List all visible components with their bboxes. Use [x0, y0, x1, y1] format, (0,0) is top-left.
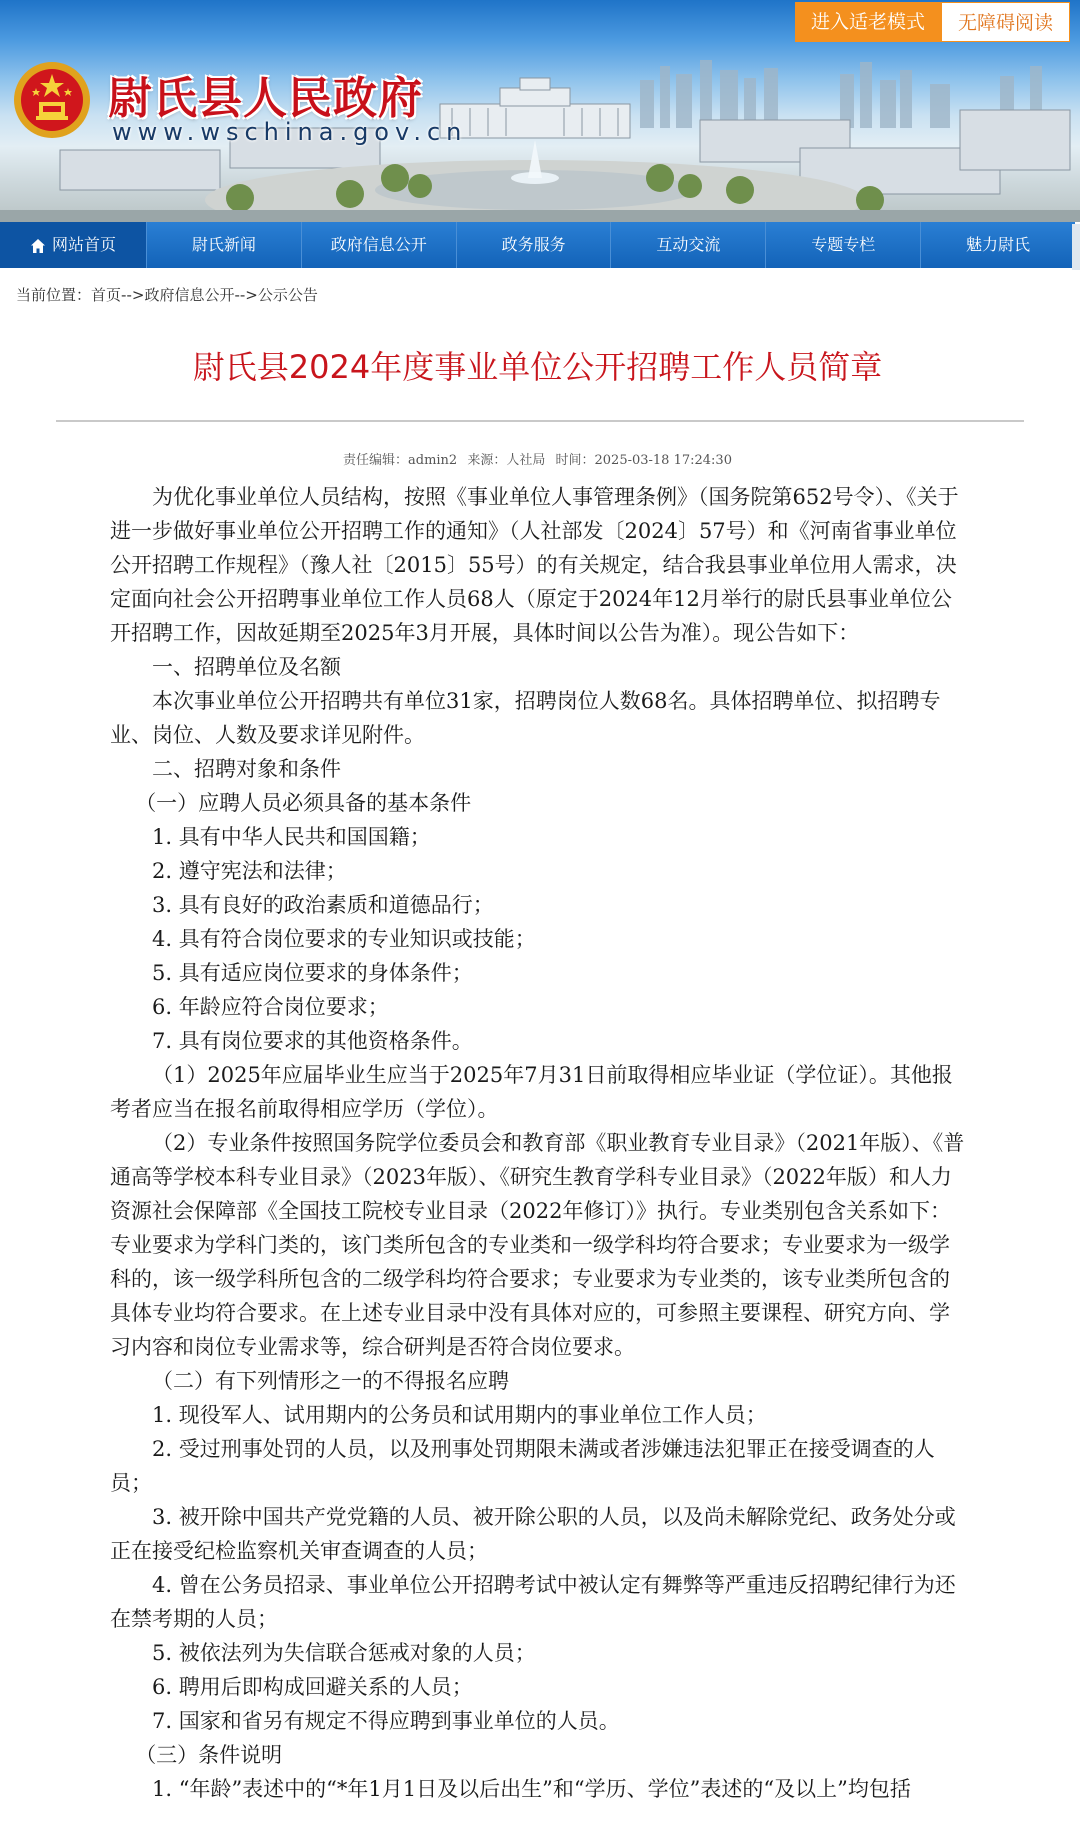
elder-mode-button[interactable]: 进入适老模式: [795, 2, 941, 42]
nav-item-interaction[interactable]: 互动交流: [611, 222, 766, 268]
paragraph-intro: 为优化事业单位人员结构，按照《事业单位人事管理条例》（国务院第652号令）、《关于进一步做好事业单位公开招聘工作的通知》（人社部发〔2024〕57号）和《河南省事业单位公开招聘工作规程》（豫人社〔2015〕55号）的有关规定，结合我县事业单位用人需求，决定面向社会公开招聘事业单位工作人员68人（原定于2024年12月举行的尉氏县事业单位公开招聘工作，因故延期至2025年3月开展，具体时间以公告为准）。现公告如下：: [110, 485, 959, 645]
list-item: 6. 年龄应符合岗位要求；: [152, 995, 389, 1019]
list-item: 5. 具有适应岗位要求的身体条件；: [152, 961, 473, 985]
list-item: 6. 聘用后即构成回避关系的人员；: [152, 1675, 473, 1699]
breadcrumb-notice-link[interactable]: 公示公告: [257, 286, 318, 304]
breadcrumb-home-link[interactable]: 首页: [91, 286, 122, 304]
breadcrumb-separator: -->: [234, 286, 258, 304]
paragraph: （1）2025年应届毕业生应当于2025年7月31日前取得相应毕业证（学位证）。其他报考者应当在报名前取得相应学历（学位）。: [110, 1063, 953, 1121]
nav-item-charm[interactable]: 魅力尉氏: [966, 235, 1031, 254]
site-url: www.wschina.gov.cn: [112, 118, 468, 146]
meta-editor: 责任编辑：admin2: [343, 453, 458, 468]
nav-item-topics[interactable]: 专题专栏: [766, 222, 921, 268]
article-title: 尉氏县2024年度事业单位公开招聘工作人员简章: [192, 348, 883, 386]
list-item: 7. 具有岗位要求的其他资格条件。: [152, 1029, 473, 1053]
subsection-heading: （一）应聘人员必须具备的基本条件: [135, 791, 472, 815]
mode-buttons: [795, 2, 1070, 42]
meta-source: 来源：人社局: [467, 453, 546, 468]
national-emblem-icon: [12, 60, 92, 140]
main-nav: [0, 222, 1075, 268]
site-title: 尉氏县人民政府: [108, 73, 423, 124]
nav-item-news[interactable]: 尉氏新闻: [147, 222, 302, 268]
list-item: 2. 遵守宪法和法律；: [152, 859, 347, 883]
nav-item-services[interactable]: 政务服务: [457, 222, 612, 268]
nav-item-label: 网站首页: [51, 235, 116, 254]
nav-item-home[interactable]: [0, 222, 147, 268]
home-icon: [30, 238, 46, 254]
list-item: 7. 国家和省另有规定不得应聘到事业单位的人员。: [152, 1709, 620, 1733]
subsection-heading: （三）条件说明: [135, 1743, 283, 1767]
list-item: 1. “年龄”表述中的“*年1月1日及以后出生”和“学历、学位”表述的“及以上”均包括: [152, 1777, 911, 1801]
breadcrumb-prefix: 当前位置：: [16, 286, 92, 304]
list-item: 1. 具有中华人民共和国国籍；: [152, 825, 431, 849]
title-divider: [56, 420, 1024, 422]
section-heading-1: 一、招聘单位及名额: [152, 655, 341, 679]
list-item: 3. 具有良好的政治素质和道德品行；: [152, 893, 494, 917]
paragraph: 本次事业单位公开招聘共有单位31家，招聘岗位人数68名。具体招聘单位、拟招聘专业、岗位、人数及要求详见附件。: [110, 689, 941, 747]
subsection-heading: （二）有下列情形之一的不得报名应聘: [152, 1369, 509, 1393]
scrollbar[interactable]: [1072, 224, 1080, 270]
accessible-reading-button[interactable]: 无障碍阅读: [941, 2, 1070, 42]
list-item: 5. 被依法列为失信联合惩戒对象的人员；: [152, 1641, 536, 1665]
list-item: 1. 现役军人、试用期内的公务员和试用期内的事业单位工作人员；: [152, 1403, 767, 1427]
article-body: [110, 480, 970, 1806]
nav-item-gov-info[interactable]: 政府信息公开: [302, 222, 457, 268]
list-item: 4. 具有符合岗位要求的专业知识或技能；: [152, 927, 536, 951]
meta-time: 时间：2025-03-18 17:24:30: [555, 453, 732, 468]
article-meta: [0, 449, 1075, 468]
breadcrumb-separator: -->: [121, 286, 145, 304]
list-item: 3. 被开除中国共产党党籍的人员、被开除公职的人员，以及尚未解除党纪、政务处分或正在接受纪检监察机关审查调查的人员；: [110, 1505, 956, 1563]
list-item: 2. 受过刑事处罚的人员，以及刑事处罚期限未满或者涉嫌违法犯罪正在接受调查的人员；: [110, 1437, 935, 1495]
header-banner: [0, 0, 1080, 222]
section-heading-2: 二、招聘对象和条件: [152, 757, 341, 781]
list-item: 4. 曾在公务员招录、事业单位公开招聘考试中被认定有舞弊等严重违反招聘纪律行为还在禁考期的人员；: [110, 1573, 956, 1631]
breadcrumb-gov-info-link[interactable]: 政府信息公开: [144, 286, 235, 304]
paragraph: （2）专业条件按照国务院学位委员会和教育部《职业教育专业目录》（2021年版）、《普通高等学校本科专业目录》（2023年版）、《研究生教育学科专业目录》（2022年版）和人力资源社会保障部《全国技工院校专业目录（2022年修订）》执行。专业类别包含关系如下：专业要求为学科门类的，该门类所包含的专业类和一级学科均符合要求；专业要求为一级学科的，该一级学科所包含的二级学科均符合要求；专业要求为专业类的，该专业类所包含的具体专业均符合要求。在上述专业目录中没有具体对应的，可参照主要课程、研究方向、学习内容和岗位专业需求等，综合研判是否符合岗位要求。: [110, 1131, 965, 1359]
breadcrumb: [16, 284, 318, 305]
